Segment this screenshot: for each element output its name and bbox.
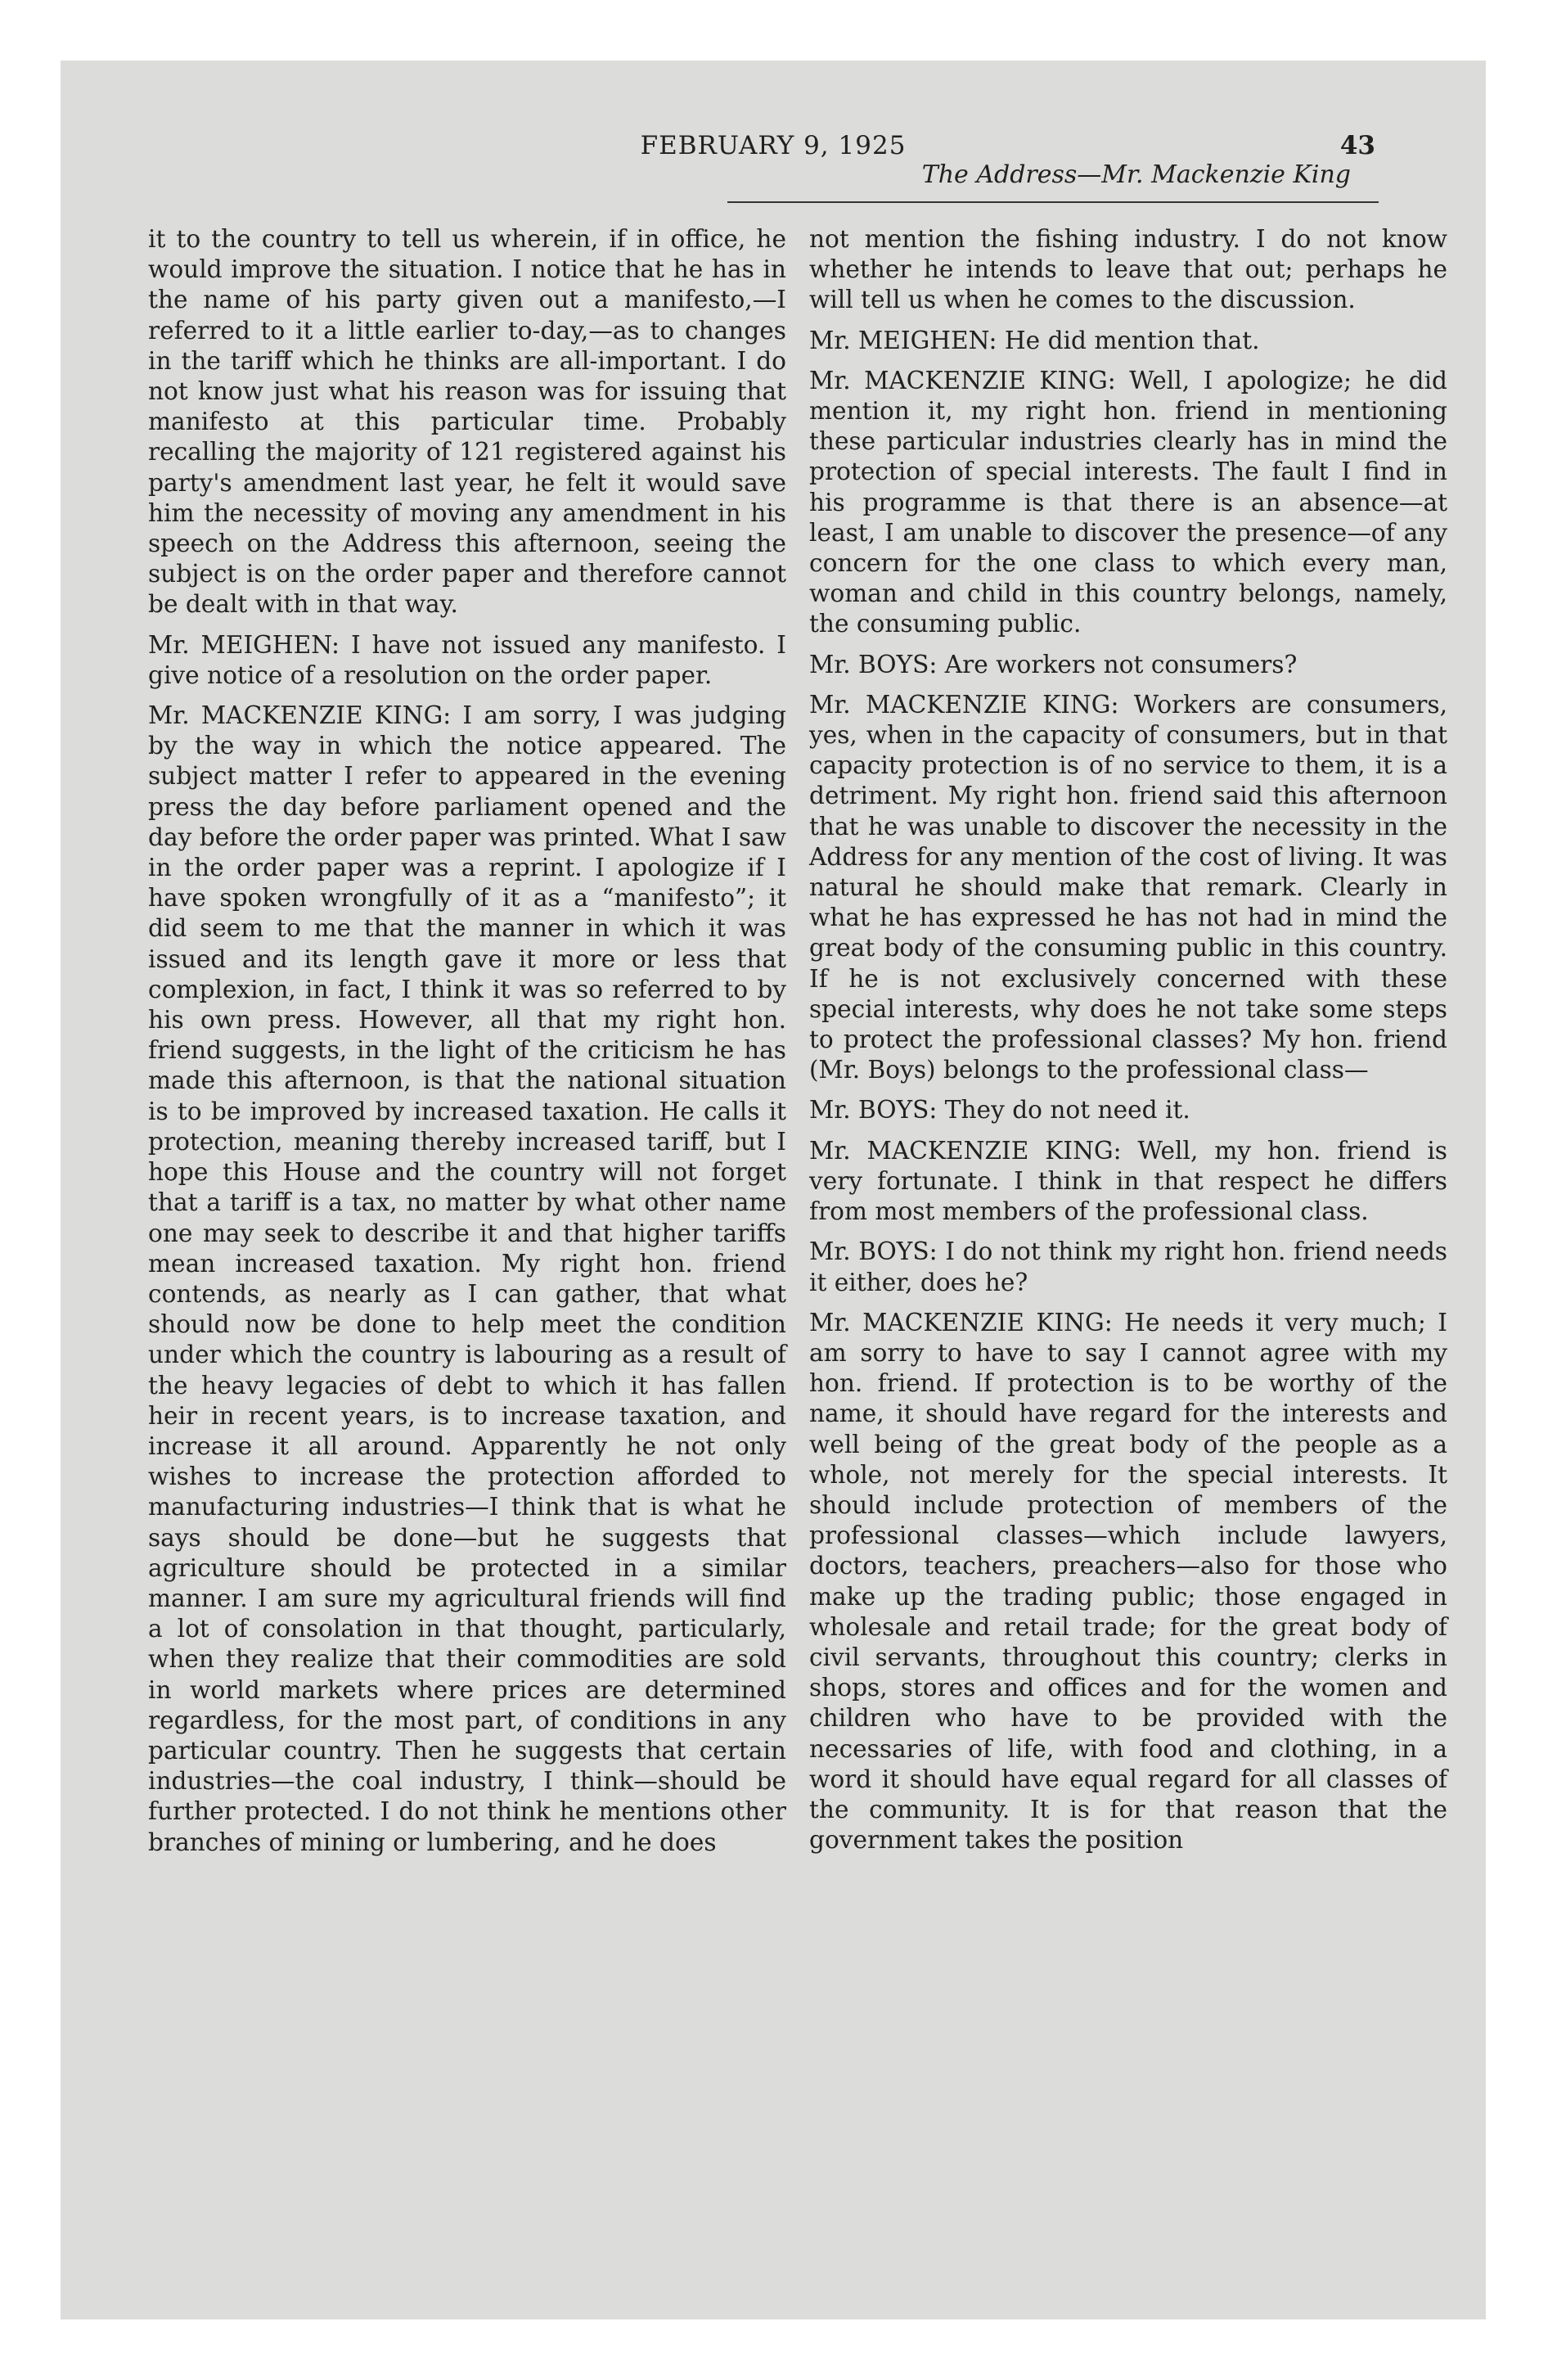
- paragraph: Mr. BOYS: I do not think my right hon. friend needs it either, does he?: [809, 1237, 1447, 1296]
- page-number: 43: [1339, 131, 1375, 160]
- paragraph: Mr. MACKENZIE KING: Well, my hon. friend is very fortunate. I think in that respect he differs from most members of the professional class.: [809, 1136, 1447, 1226]
- paragraph: Mr. MEIGHEN: He did mention that.: [809, 326, 1260, 354]
- header-date: FEBRUARY 9, 1925: [640, 131, 907, 160]
- paragraph: Mr. MACKENZIE KING: Well, I apologize; he did mention it, my right hon. friend in mentioning these particular industries clearly has in mind the protection of special interests. The fault I find in his programme is that there is an absence—at least, I am unable to discover the presence—of any concern for the one class to which every man, woman and child in this country belongs, namely, the consuming public.: [809, 366, 1447, 638]
- paragraph: Mr. MEIGHEN: I have not issued any manifesto. I give notice of a resolution on the order paper.: [148, 630, 786, 689]
- paragraph: not mention the fishing industry. I do not know whether he intends to leave that out; perhaps he will tell us when he comes to the discussion.: [809, 225, 1447, 314]
- document-page: [61, 61, 1486, 2319]
- paragraph: Mr. MACKENZIE KING: Workers are consumers, yes, when in the capacity of consumers, but in that capacity protection is of no service to them, it is a detriment. My right hon. friend said this afternoon that he was unable to discover the necessity in the Address for any mention of the cost of living. It was natural he should make that remark. Clearly in what he has expressed he has not had in mind the great body of the consuming public in this country. If he is not exclusively concerned with these special interests, why does he not take some steps to protect the professional classes? My hon. friend (Mr. Boys) belongs to the professional class—: [809, 690, 1447, 1084]
- paragraph: Mr. BOYS: Are workers not consumers?: [809, 650, 1298, 678]
- paragraph: Mr. MACKENZIE KING: He needs it very much; I am sorry to have to say I cannot agree with my hon. friend. If protection is to be worthy of the name, it should have regard for the interests and well being of the great body of the people as a whole, not merely for the special interests. It should include protection of members of the professional classes—which include lawyers, doctors, teachers, preachers—also for those who make up the trading public; those engaged in wholesale and retail trade; for the great body of civil servants, throughout this country; clerks in shops, stores and offices and for the women and children who have to be provided with the necessaries of life, with food and clothing, in a word it should have equal regard for all classes of the community. It is for that reason that the government takes the position: [809, 1308, 1447, 1855]
- right-column: [809, 224, 1447, 1865]
- paragraph: it to the country to tell us wherein, if in office, he would improve the situation. I notice that he has in the name of his party given out a manifesto,—I referred to it a little earlier to-day,—as to changes in the tariff which he thinks are all-important. I do not know just what his reason was for issuing that manifesto at this particular time. Probably recalling the majority of 121 registered against his party's amendment last year, he felt it would save him the necessity of moving any amendment in his speech on the Address this afternoon, seeing the subject is on the order paper and therefore cannot be dealt with in that way.: [148, 225, 786, 619]
- running-title: The Address—Mr. Mackenzie King: [921, 160, 1351, 189]
- left-column: [148, 224, 786, 1868]
- paragraph: Mr. BOYS: They do not need it.: [809, 1096, 1190, 1125]
- page-header: [61, 131, 1486, 188]
- paragraph: Mr. MACKENZIE KING: I am sorry, I was judging by the way in which the notice appeared. The subject matter I refer to appeared in the evening press the day before parliament opened and the day before the order paper was printed. What I saw in the order paper was a reprint. I apologize if I have spoken wrongfully of it as a “manifesto”; it did seem to me that the manner in which it was issued and its length gave it more or less that complexion, in fact, I think it was so referred to by his own press. However, all that my right hon. friend suggests, in the light of the criticism he has made this afternoon, is that the national situation is to be improved by increased taxation. He calls it protection, meaning thereby increased tariff, but I hope this House and the country will not forget that a tariff is a tax, no matter by what other name one may seek to describe it and that higher tariffs mean increased taxation. My right hon. friend contends, as nearly as I can gather, that what should now be done to help meet the condition under which the country is labouring as a result of the heavy legacies of debt to which it has fallen heir in recent years, is to increase taxation, and increase it all around. Apparently he not only wishes to increase the protection afforded to manufacturing industries—I think that is what he says should be done—but he suggests that agriculture should be protected in a similar manner. I am sure my agricultural friends will find a lot of consolation in that thought, particularly, when they realize that their commodities are sold in world markets where prices are determined regardless, for the most part, of conditions in any particular country. Then he suggests that certain industries—the coal industry, I think—should be further protected. I do not think he mentions other branches of mining or lumbering, and he does: [148, 701, 786, 1856]
